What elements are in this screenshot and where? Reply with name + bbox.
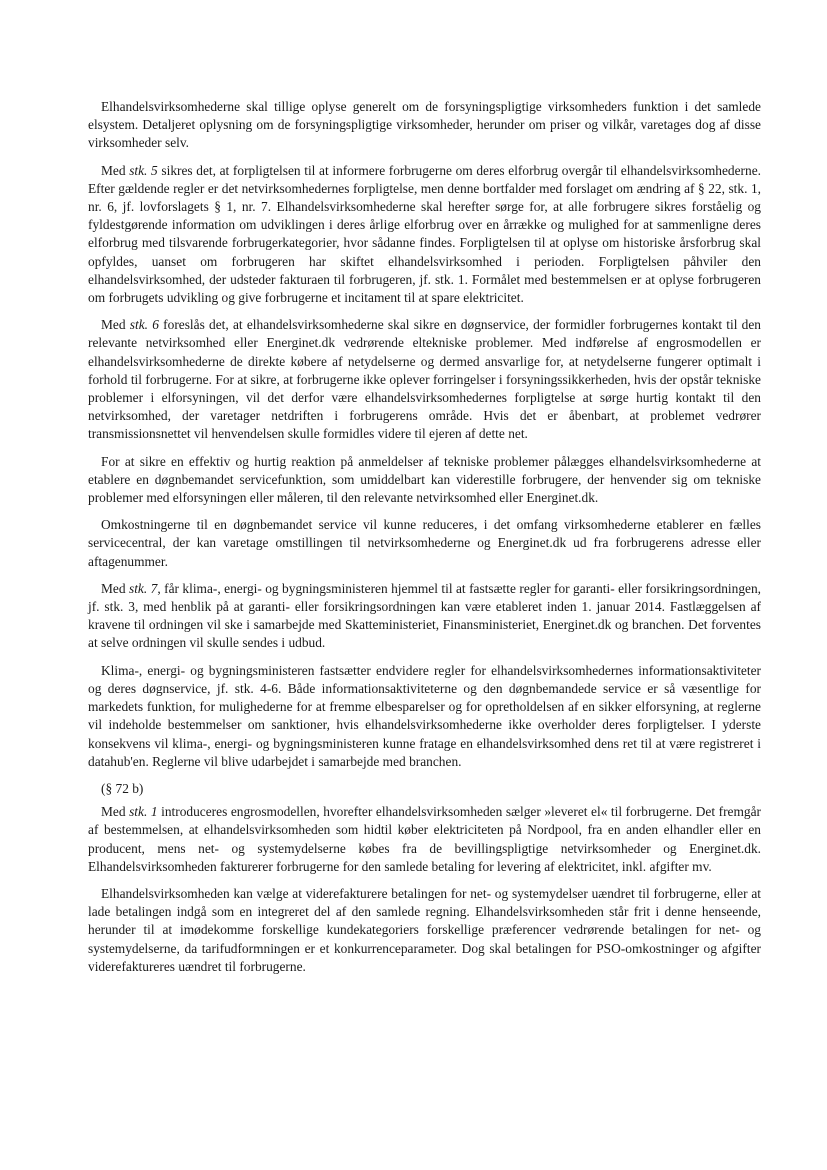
body-paragraph — [88, 453, 761, 508]
paragraph-text: foreslås det, at elhandelsvirksomhederne skal sikre en døgnservice, der formidler forbrugernes kontakt til den relevante netvirksomhed eller Energinet.dk vedrørende eltekniske problemer. Med indførelse af engrosmodellen er elhandelsvirksomhederne de direkte købere af netydelserne og dermed ansvarlige for, at netydelserne fungerer optimalt i forhold til forbrugerne. For at sikre, at forbrugerne ikke oplever forringelser i forsyningssikkerheden, hvis der opstår tekniske problemer i elforsyningen, vil det derfor være elhandelsvirksomhedernes forpligtelse at sørge hurtig kontakt til den netvirksomhed, der varetager netdriften i forbrugerens område. Hvis det er åbenbart, at problemet vedrører transmissionsnettet vil henvendelsen skulle formidles videre til ejeren af dette net. — [88, 317, 761, 442]
body-paragraph — [88, 580, 761, 653]
paragraph-text: Elhandelsvirksomheden kan vælge at viderefakturere betalingen for net- og systemydelser uændret til forbrugerne, eller at lade betalingen indgå som en integreret del af den samlede regning. Elhandelsvirksomheden står frit i denne henseende, herunder til at imødekomme forskellige kundekategoriers forskellige præferencer vedrørende betalingen for net- og systemydelserne, da tarifudformningen er et konkurrenceparameter. Dog skal betalingen for PSO-omkostninger og afgifter viderefaktureres uændret til forbrugerne. — [88, 885, 761, 974]
section-reference — [88, 780, 761, 798]
paragraph-text: For at sikre en effektiv og hurtig reaktion på anmeldelser af tekniske problemer pålægges elhandelsvirksomhederne at etablere en døgnbemandet servicefunktion, som umiddelbart kan viderestille forbrugere, der henvender sig om tekniske problemer med elforsyningen eller måleren, til den relevante netvirksomhed eller Energinet.dk. — [88, 453, 761, 506]
paragraph-text: (§ 72 b) — [101, 780, 144, 796]
body-paragraph — [88, 662, 761, 771]
paragraph-text: Klima-, energi- og bygningsministeren fastsætter endvidere regler for elhandelsvirksomhedernes informationsaktiviteter og deres døgnservice, jf. stk. 4-6. Både informationsaktiviteterne og den døgnbemandede service er så væsentlige for markedets funktion, for mulighederne for at fremme elbesparelser og for opretholdelsen af en sikker elforsyning, at reglerne vil indeholde bestemmelser om sanktioner, hvis elhandelsvirksomhederne ikke overholder deres forpligtelser. I yderste konsekvens vil klima-, energi- og bygningsministeren kunne fratage en elhandelsvirksomhed dens ret til at være registreret i datahub'en. Reglerne vil blive udarbejdet i samarbejde med branchen. — [88, 662, 761, 769]
paragraph-reference: stk. 7 — [128, 580, 158, 596]
body-paragraph — [88, 162, 761, 308]
paragraph-text: Med — [101, 162, 130, 178]
paragraph-text: Med — [101, 317, 130, 333]
paragraph-text: Omkostningerne til en døgnbemandet service vil kunne reduceres, i det omfang virksomhederne etablerer en fælles servicecentral, der kan varetage omstillingen til netvirksomhederne og Energinet.dk ud fra forbrugerens adresse eller aftagenummer. — [88, 517, 761, 569]
paragraph-text: sikres det, at forpligtelsen til at informere forbrugerne om deres elforbrug overgår til elhandelsvirksomhederne. Efter gældende regler er det netvirksomhedernes forpligtelse, men denne bortfalder med forslaget om ændring af § 22, stk. 1, nr. 6, jf. lovforslagets § 1, nr. 7. Elhandelsvirksomhederne skal herefter sørge for, at alle forbrugere sikres forståelig og fyldestgørende information om udviklingen i deres årlige elforbrug over en årrække og mulighed for at sammenligne deres elforbrug med tilsvarende forbrugerkategorier, hvor sådanne findes. Forpligtelsen til at oplyse om historiske årsforbrug skal opfyldes, uanset om forbrugeren har skiftet elhandelsvirksomhed i perioden. Forpligtelsen påhviler den elhandelsvirksomhed, der udsteder fakturaen til forbrugeren, jf. stk. 1. Formålet med bestemmelsen er at oplyse forbrugeren om forbrugets udvikling og give forbrugerne et incitament til at spare elektricitet. — [88, 162, 761, 306]
paragraph-reference: stk. 5 — [129, 162, 158, 178]
paragraph-text: Med — [101, 580, 129, 596]
body-paragraph — [88, 516, 761, 571]
paragraph-reference: stk. 1 — [129, 804, 158, 820]
paragraph-text: introduceres engrosmodellen, hvorefter elhandelsvirksomheden sælger »leveret el« til forbrugerne. Det fremgår af bestemmelsen, at elhandelsvirksomheden som hidtil køber elektriciteten på Nordpool, fra en anden elhandler eller en producent, mens net- og systemydelserne købes fra de bevillingspligtige netvirksomheder og Energinet.dk. Elhandelsvirksomheden fakturerer forbrugerne for den samlede betaling for levering af elektricitet, inkl. afgifter mv. — [88, 804, 761, 874]
paragraph-text: , får klima-, energi- og bygningsministeren hjemmel til at fastsætte regler for garanti- eller forsikringsordningen, jf. stk. 3, med henblik på at garanti- eller forsikringsordningen kan være etableret inden 1. januar 2014. Fastlæggelsen af kravene til ordningen vil ske i samarbejde med Skatteministeriet, Finansministeriet, Energinet.dk og branchen. Det forventes at selve ordningen vil skulle sendes i udbud. — [88, 580, 761, 651]
body-paragraph — [88, 98, 761, 153]
body-paragraph — [88, 803, 761, 876]
paragraph-reference: stk. 6 — [129, 317, 159, 333]
paragraph-text: Elhandelsvirksomhederne skal tillige oplyse generelt om de forsyningspligtige virksomheders funktion i det samlede elsystem. Detaljeret oplysning om de forsyningspligtige virksomheder, herunder om priser og vilkår, varetages dog af disse virksomheder selv. — [88, 99, 761, 151]
body-paragraph — [88, 316, 761, 443]
paragraph-text: Med — [101, 804, 130, 820]
body-paragraph — [88, 885, 761, 976]
document-body — [88, 98, 761, 985]
